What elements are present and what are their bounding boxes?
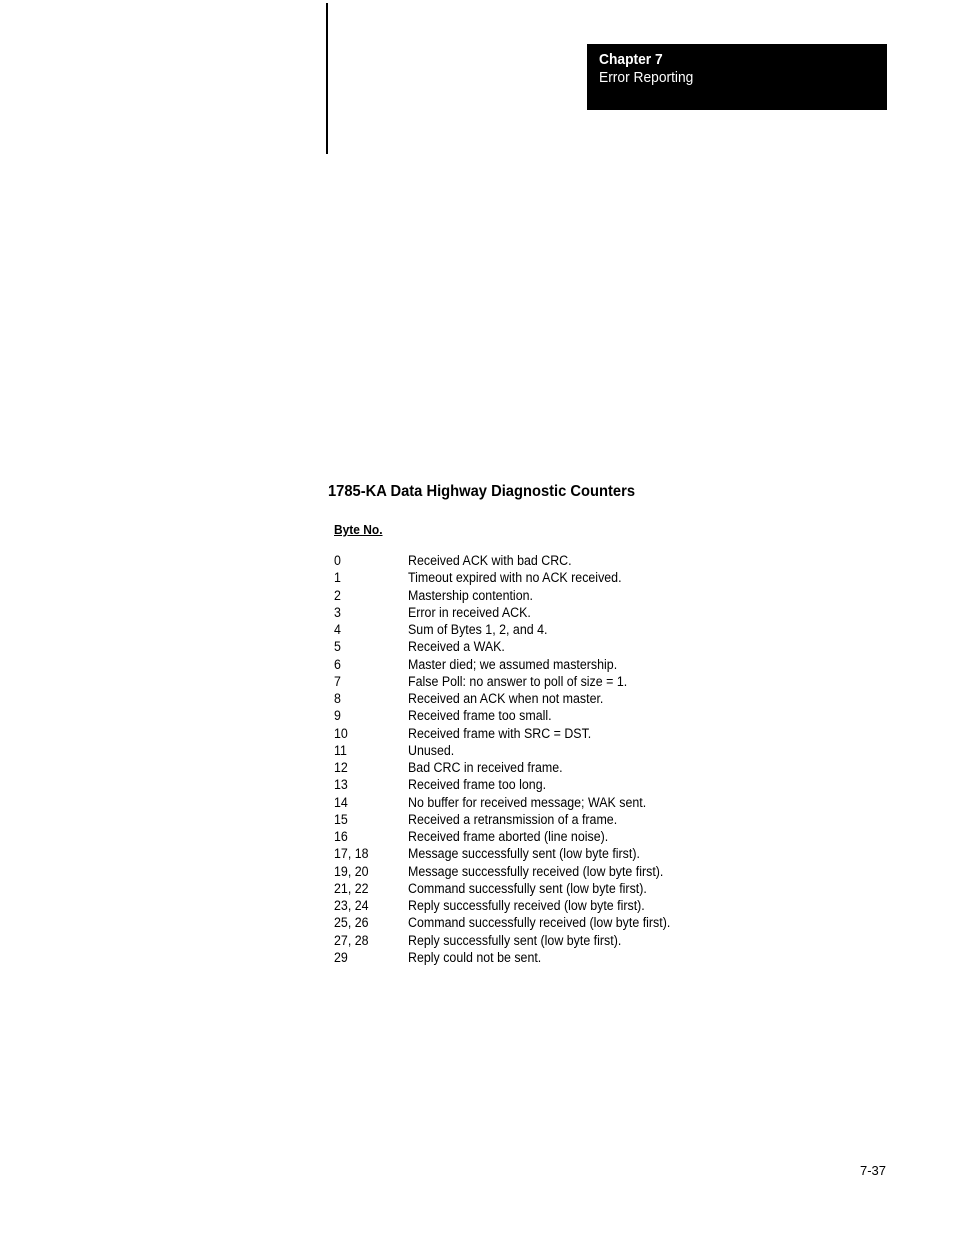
byte-number: 1 bbox=[334, 570, 341, 586]
counter-row bbox=[334, 569, 734, 586]
counter-description: Reply successfully received (low byte first). bbox=[408, 898, 645, 913]
counter-description: No buffer for received message; WAK sent. bbox=[408, 794, 647, 810]
byte-number: 17, 18 bbox=[334, 846, 369, 862]
counter-row bbox=[334, 932, 734, 949]
chapter-header bbox=[587, 44, 887, 110]
counter-description: Received an ACK when not master. bbox=[408, 691, 604, 706]
counter-description: Received frame too small. bbox=[408, 708, 552, 724]
counter-row bbox=[334, 587, 734, 604]
byte-number: 19, 20 bbox=[334, 863, 369, 879]
counter-description: Received frame aborted (line noise). bbox=[408, 829, 609, 844]
counter-description: Received a retransmission of a frame. bbox=[408, 811, 618, 827]
counter-row bbox=[334, 759, 734, 776]
byte-number: 5 bbox=[334, 639, 341, 655]
byte-number: 13 bbox=[334, 777, 348, 793]
counter-row bbox=[334, 828, 734, 845]
byte-number: 6 bbox=[334, 656, 341, 672]
byte-number: 27, 28 bbox=[334, 932, 369, 948]
counter-row bbox=[334, 811, 734, 828]
counter-row bbox=[334, 604, 734, 621]
counter-description: Received a WAK. bbox=[408, 639, 505, 655]
counter-row bbox=[334, 880, 734, 897]
counter-row bbox=[334, 897, 734, 914]
byte-no-header: Byte No. bbox=[334, 522, 383, 537]
byte-number: 14 bbox=[334, 794, 348, 810]
byte-number: 21, 22 bbox=[334, 880, 369, 896]
byte-number: 4 bbox=[334, 622, 341, 637]
counter-description: Command successfully received (low byte first). bbox=[408, 915, 671, 931]
counter-row bbox=[334, 845, 734, 862]
counter-row bbox=[334, 656, 734, 673]
byte-number: 23, 24 bbox=[334, 898, 369, 913]
margin-rule bbox=[326, 3, 328, 154]
counter-row bbox=[334, 776, 734, 793]
counter-description: Error in received ACK. bbox=[408, 604, 531, 620]
page-number: 7-37 bbox=[859, 1163, 886, 1178]
counter-row bbox=[334, 725, 734, 742]
counter-description: Timeout expired with no ACK received. bbox=[408, 570, 622, 586]
byte-number: 10 bbox=[334, 725, 348, 741]
counter-description: Sum of Bytes 1, 2, and 4. bbox=[408, 622, 548, 637]
counter-list bbox=[334, 552, 734, 966]
byte-number: 29 bbox=[334, 949, 348, 965]
byte-number: 25, 26 bbox=[334, 915, 369, 931]
counter-row bbox=[334, 794, 734, 811]
counter-row bbox=[334, 638, 734, 655]
byte-number: 7 bbox=[334, 673, 341, 689]
counter-description: Command successfully sent (low byte first). bbox=[408, 880, 647, 896]
byte-number: 9 bbox=[334, 708, 341, 724]
counter-description: Message successfully sent (low byte first). bbox=[408, 846, 640, 862]
counter-description: Received frame with SRC = DST. bbox=[408, 725, 592, 741]
byte-number: 15 bbox=[334, 811, 348, 827]
counter-row bbox=[334, 690, 734, 707]
counter-description: Master died; we assumed mastership. bbox=[408, 656, 618, 672]
counter-description: Bad CRC in received frame. bbox=[408, 760, 563, 775]
counter-row bbox=[334, 742, 734, 759]
counter-description: False Poll: no answer to poll of size = 1. bbox=[408, 673, 628, 689]
counter-description: Reply successfully sent (low byte first). bbox=[408, 932, 622, 948]
byte-number: 12 bbox=[334, 760, 348, 775]
byte-number: 11 bbox=[334, 742, 347, 758]
counter-description: Mastership contention. bbox=[408, 587, 533, 603]
byte-number: 8 bbox=[334, 691, 341, 706]
section-title: 1785-KA Data Highway Diagnostic Counters bbox=[328, 483, 636, 500]
counter-row bbox=[334, 914, 734, 931]
counter-row bbox=[334, 621, 734, 638]
counter-description: Reply could not be sent. bbox=[408, 949, 542, 965]
chapter-label: Chapter 7 bbox=[599, 51, 663, 68]
counter-description: Message successfully received (low byte first). bbox=[408, 863, 664, 879]
byte-number: 0 bbox=[334, 553, 341, 568]
counter-description: Unused. bbox=[408, 742, 455, 758]
counter-description: Received ACK with bad CRC. bbox=[408, 553, 572, 568]
chapter-title: Error Reporting bbox=[599, 69, 694, 86]
counter-row bbox=[334, 707, 734, 724]
counter-row bbox=[334, 673, 734, 690]
counter-row bbox=[334, 863, 734, 880]
byte-number: 16 bbox=[334, 829, 348, 844]
counter-description: Received frame too long. bbox=[408, 777, 547, 793]
counter-row bbox=[334, 949, 734, 966]
byte-number: 3 bbox=[334, 604, 341, 620]
counter-row bbox=[334, 552, 734, 569]
byte-number: 2 bbox=[334, 587, 341, 603]
